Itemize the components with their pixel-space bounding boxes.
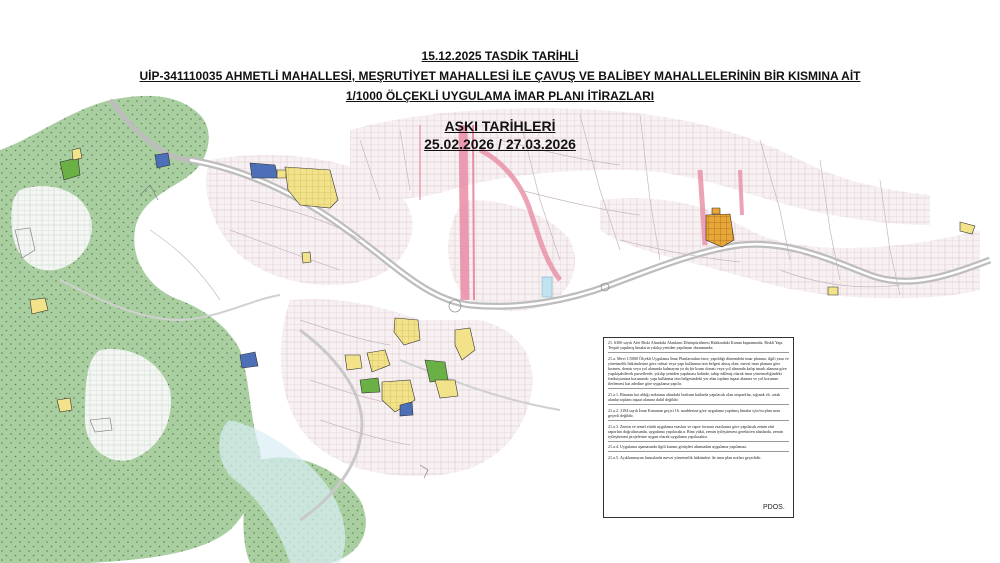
plan-note: 21.a.2. 3194 sayılı İmar Kanunun geçici 16. maddesine göre uygulama yapılmış binalar için bu plan notu geçerli değildir. (608, 408, 789, 421)
plan-title-line: UİP-341110035 AHMETLİ MAHALLESİ, MEŞRUTİYET MAHALLESİ İLE ÇAVUŞ VE BALİBEY MAHALLELERİNİN BİR KISMINA AİT (139, 69, 861, 83)
plan-note: 21.a.4. Uygulama aşamasında ilgili kurum görüşleri alınmadan uygulama yapılamaz. (608, 444, 789, 452)
posting-dates: 25.02.2026 / 27.03.2026 (424, 136, 576, 152)
posting-label: ASKI TARİHLERİ (444, 118, 556, 134)
plan-note: 21.a.1. Binanın kot aldığı noktanın altındaki bodrum katlarda yapılacak olan otoparklar, sığınak vb. ortak alanlar toplam inşaat alanına dahil değildir. (608, 392, 789, 405)
plan-note: 21. 6306 sayılı Afet Riski Altındaki Alanların Dönüştürülmesi Hakkındaki Kanun kapsamında, Riskli Yapı Tespiti yapılmış binaların yıkılıp yeniden yapılması durumunda; (608, 340, 789, 353)
footer-code: PDOS. (763, 504, 785, 511)
plan-notes-box (603, 337, 794, 518)
approval-date-line: 15.12.2025 TASDİK TARİHLİ (421, 49, 579, 63)
plan-note: 21.a.5. Açıklanmayan hususlarda mevzi yönetmelik hükümleri ile imar plan notları geçerlidir. (608, 455, 762, 461)
plan-note: 21.a.3. Zemin ve temel etüdü uygulama esasları ve rapor formatı esaslarına göre yapılacak zemin etüt raporları doğrultusunda, uygulama yapılacaktır. Bina yükü, zemin iyileştirmesi gerektiren alanlarda, zemin iyileştirmesi projelerine uygun olarak uygulama yapılacaktır. (608, 424, 789, 442)
plan-note: 21.a. Mevi 1/5000 Ölçekli Uygulama İmar Planlarından önce, yapıldığı dönemdeki imar planına, ilgili yasa ve yönetmelik hükümlerine göre ruhsat veya yapı kullanma izin belgesi alınış olan; mevzi imar planına göre kısmen, donatı veya yol alanında kalmayan ya da bir kısmı donatı veya yol alanında kalıp imarlı alanına göre yapılaşabilecek parsellerde; yıkılıp yeniden yapılması halinde, tabip edilmiş olarak imar yönetmeliğindeki fonksiyonuna korunarak; yapı kullanma izin belgesindeki yer alan toplam inşaat alanına ve yol korunan ilerlemesi kat adedine göre uygulama yapılır. (608, 356, 789, 390)
plan-scale-line: 1/1000 ÖLÇEKLİ UYGULAMA İMAR PLANI İTİRAZLARI (345, 89, 655, 103)
